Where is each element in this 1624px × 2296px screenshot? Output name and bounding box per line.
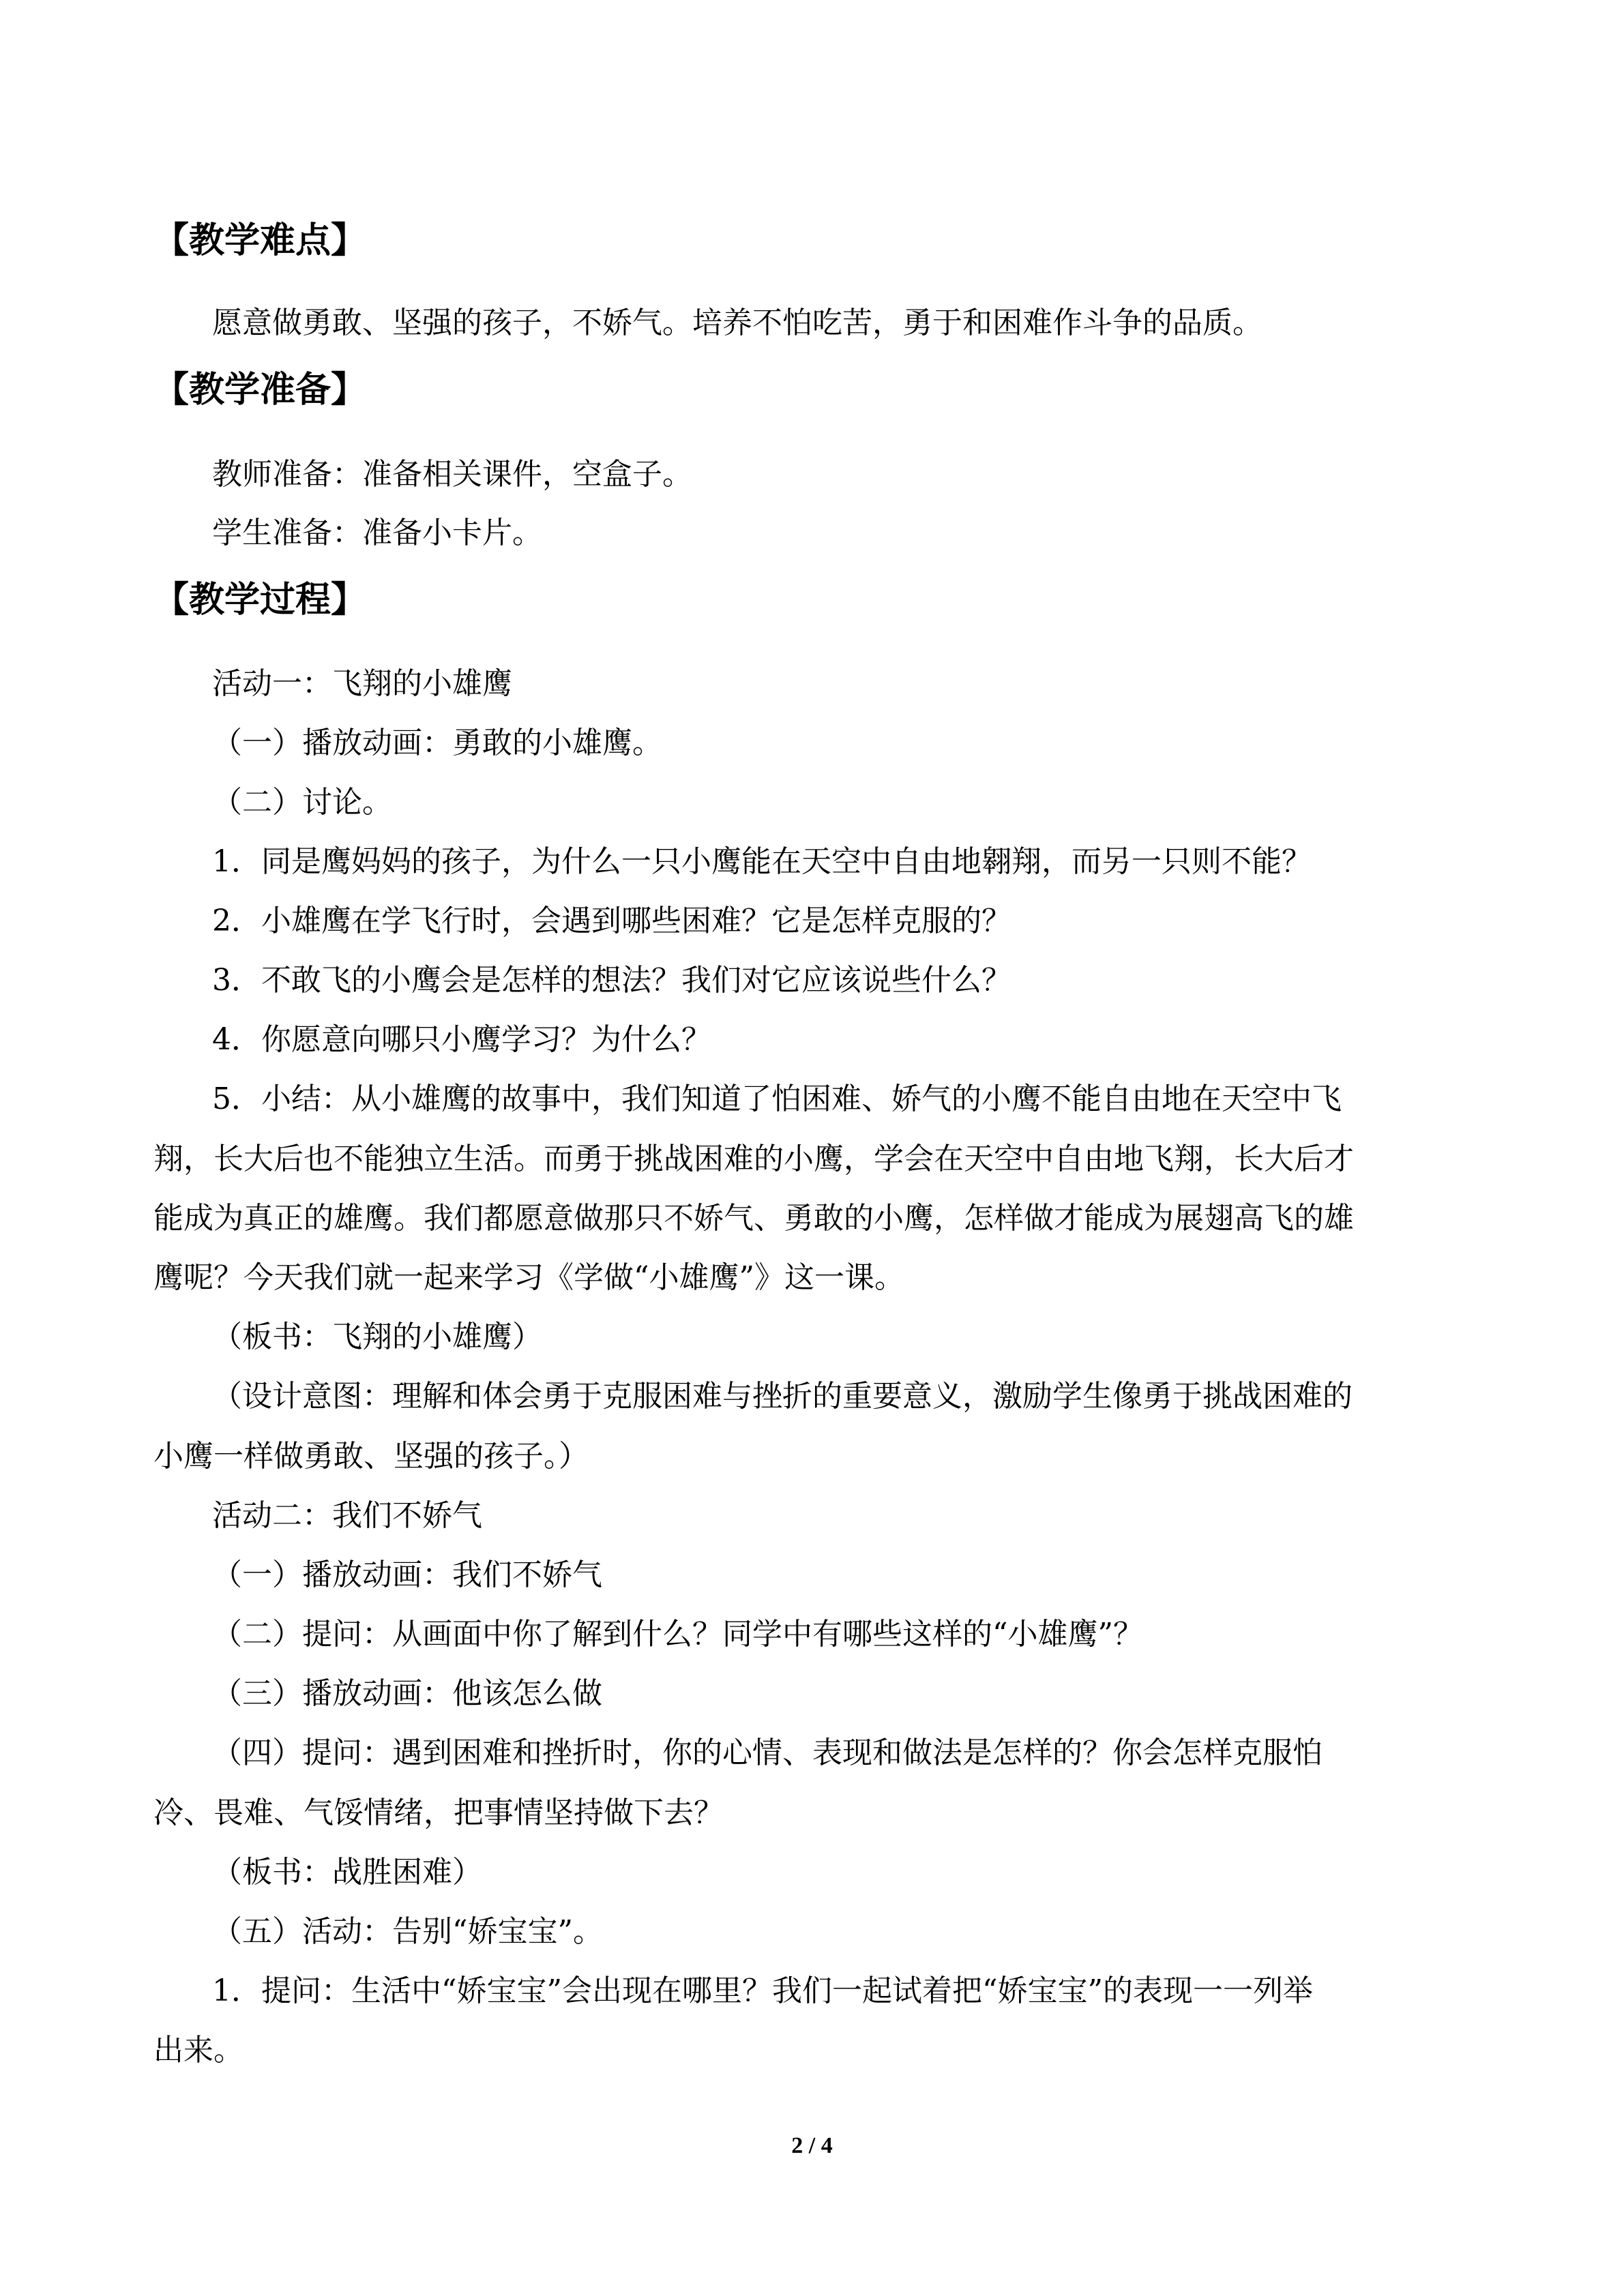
process-line: 5．小结：从小雄鹰的故事中，我们知道了怕困难、娇气的小鹰不能自由地在天空中飞	[212, 1082, 1342, 1116]
process-line: 1．同是鹰妈妈的孩子，为什么一只小鹰能在天空中自由地翱翔，而另一只则不能？	[212, 844, 1312, 879]
heading-teaching-preparation: 【教学准备】	[153, 370, 367, 411]
process-line: （一）播放动画：我们不娇气	[212, 1557, 602, 1592]
process-line: （五）活动：告别“娇宝宝”。	[212, 1914, 603, 1949]
process-line: （板书：飞翔的小雄鹰）	[212, 1320, 542, 1354]
process-line: 3．不敢飞的小鹰会是怎样的想法？我们对它应该说些什么？	[212, 963, 1012, 998]
teacher-preparation: 教师准备：准备相关课件，空盒子。	[212, 457, 692, 492]
process-line: （板书：战胜困难）	[212, 1855, 482, 1890]
page-number: 2 / 4	[791, 2133, 833, 2158]
process-line: （二）讨论。	[212, 785, 392, 820]
process-line: （一）播放动画：勇敢的小雄鹰。	[212, 726, 662, 760]
process-line: 冷、畏难、气馁情绪，把事情坚持做下去？	[153, 1795, 724, 1830]
heading-teaching-difficulty: 【教学难点】	[153, 220, 367, 261]
heading-teaching-process: 【教学过程】	[153, 580, 367, 621]
process-line: （设计意图：理解和体会勇于克服困难与挫折的重要意义，激励学生像勇于挑战困难的	[212, 1379, 1353, 1414]
process-line: 活动一：飞翔的小雄鹰	[212, 666, 512, 701]
process-line: 鹰呢？今天我们就一起来学习《学做“小雄鹰”》这一课。	[153, 1260, 904, 1295]
process-line: 能成为真正的雄鹰。我们都愿意做那只不娇气、勇敢的小鹰，怎样做才能成为展翅高飞的雄	[153, 1201, 1354, 1236]
process-line: （四）提问：遇到困难和挫折时，你的心情、表现和做法是怎样的？你会怎样克服怕	[212, 1735, 1323, 1770]
process-line: 4．你愿意向哪只小鹰学习？为什么？	[212, 1022, 711, 1057]
process-line: 小鹰一样做勇敢、坚强的孩子。）	[153, 1439, 589, 1474]
student-preparation: 学生准备：准备小卡片。	[212, 516, 542, 550]
process-line: 1．提问：生活中“娇宝宝”会出现在哪里？我们一起试着把“娇宝宝”的表现一一列举	[212, 1973, 1313, 2008]
process-line: 翔，长大后也不能独立生活。而勇于挑战困难的小鹰，学会在天空中自由地飞翔，长大后才	[153, 1142, 1354, 1176]
difficulty-text: 愿意做勇敢、坚强的孩子，不娇气。培养不怕吃苦，勇于和困难作斗争的品质。	[212, 305, 1263, 340]
process-line: 活动二：我们不娇气	[212, 1498, 482, 1533]
process-line: （三）播放动画：他该怎么做	[212, 1676, 602, 1711]
process-line: （二）提问：从画面中你了解到什么？同学中有哪些这样的“小雄鹰”？	[212, 1617, 1143, 1652]
process-line: 出来。	[153, 2033, 243, 2068]
process-line: 2．小雄鹰在学飞行时，会遇到哪些困难？它是怎样克服的？	[212, 904, 1012, 938]
